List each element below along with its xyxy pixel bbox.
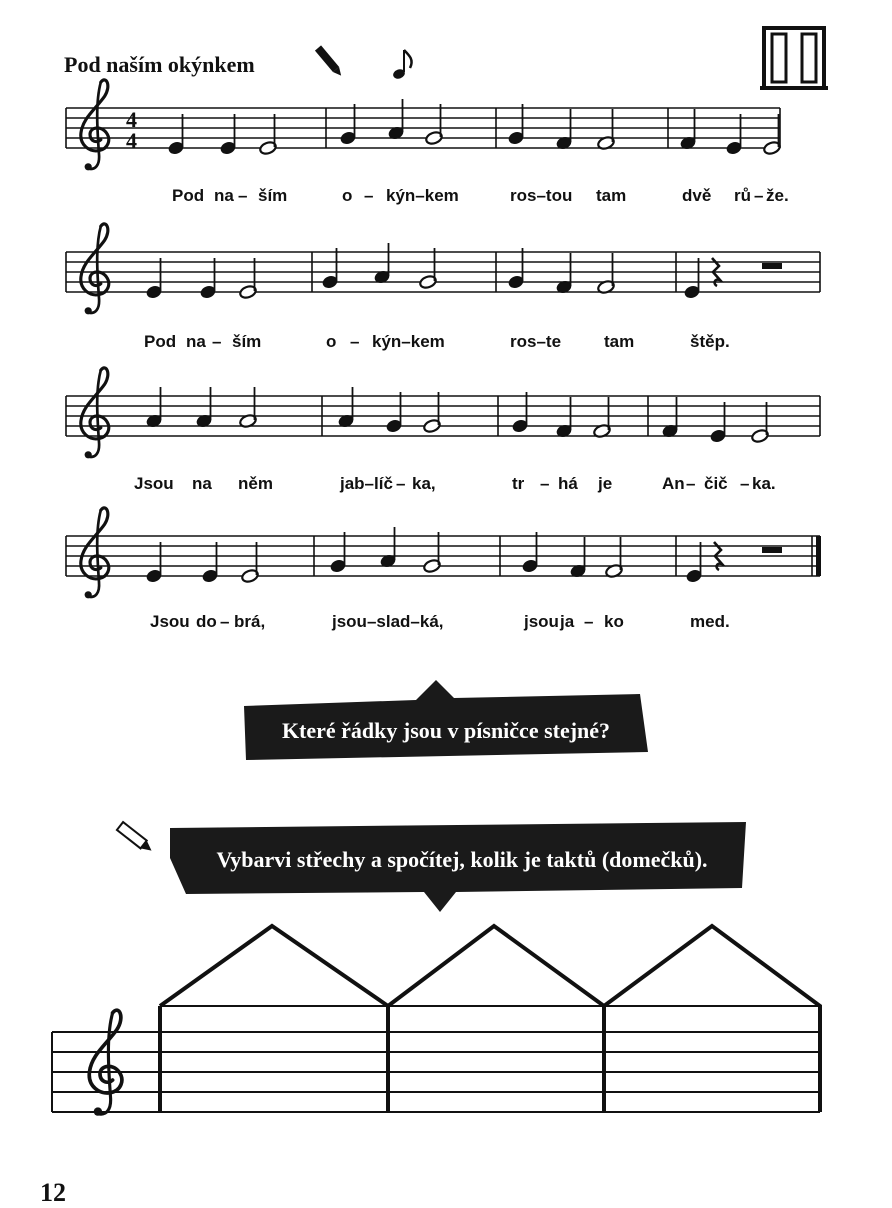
lyric-syllable: ja (560, 612, 575, 631)
lyric-syllable: ším (258, 186, 288, 205)
lyric-syllable: kýn–kem (386, 186, 459, 205)
lyric-syllable: na (186, 332, 206, 351)
staff-2 (66, 224, 820, 315)
lyric-syllable: Jsou (134, 474, 174, 493)
lyric-syllable: tam (596, 186, 627, 205)
lyric-syllable: jsou–slad–ká, (332, 612, 444, 631)
lyric-syllable: – (686, 474, 696, 493)
lyric-syllable: Pod (172, 186, 205, 205)
lyric-syllable: brá, (234, 612, 266, 631)
lyric-syllable: – (220, 612, 230, 631)
lyric-syllable: rů (734, 186, 751, 205)
lyric-syllable: – (350, 332, 360, 351)
lyric-syllable: – (396, 474, 406, 493)
lyric-syllable: há (558, 474, 578, 493)
lyric-syllable: ros–te (510, 332, 562, 351)
lyric-syllable: o (342, 186, 353, 205)
lyric-syllable: – (212, 332, 222, 351)
lyric-syllable: med. (690, 612, 730, 631)
time-signature: 4 (126, 128, 137, 153)
lyric-syllable: jsou (524, 612, 559, 631)
lyric-syllable: ka. (752, 474, 776, 493)
lyric-syllable: na (214, 186, 234, 205)
lyric-syllable: do (196, 612, 217, 631)
whole-rest (762, 263, 782, 269)
treble-clef-icon (81, 508, 109, 599)
staff-1 (66, 80, 781, 171)
lyric-syllable: kýn–kem (372, 332, 445, 351)
lyric-syllable: na (192, 474, 212, 493)
eighth-note-icon (392, 50, 412, 80)
page-number: 12 (40, 1178, 66, 1207)
lyric-syllable: tam (604, 332, 635, 351)
lyric-syllable: jab–líč (340, 474, 393, 493)
lyric-syllable: o (326, 332, 337, 351)
treble-clef-icon (81, 368, 109, 459)
staff-3 (66, 368, 820, 459)
lyric-syllable: ko (604, 612, 624, 631)
lyric-syllable: je (598, 474, 613, 493)
time-signature: 4 (126, 107, 137, 132)
lyric-syllable: že. (766, 186, 789, 205)
treble-clef-icon (81, 80, 109, 171)
lyric-syllable: – (364, 186, 374, 205)
lyric-syllable: Pod (144, 332, 177, 351)
house-roof-3 (604, 926, 820, 1112)
pencil-icon (117, 822, 155, 855)
song-title: Pod naším okýnkem (64, 52, 255, 77)
staff-4 (66, 508, 821, 599)
lyric-syllable: Jsou (150, 612, 190, 631)
lyric-syllable: – (540, 474, 550, 493)
lyric-syllable: něm (238, 474, 273, 493)
lyric-syllable: ka, (412, 474, 436, 493)
lyric-syllable: – (754, 186, 764, 205)
whole-rest (762, 547, 782, 553)
house-roof-2 (388, 926, 604, 1112)
question2-text: Vybarvi střechy a spočítej, kolik je taktů (domečků). (216, 847, 708, 872)
question1-text: Které řádky jsou v písničce stejné? (281, 718, 611, 743)
lyric-syllable: ros–tou (510, 186, 573, 205)
treble-clef-icon (81, 224, 109, 315)
lyric-syllable: – (740, 474, 750, 493)
window-icon (760, 28, 828, 88)
lyric-syllable: An (662, 474, 685, 493)
houses-staff (52, 926, 820, 1116)
lyric-syllable: dvě (682, 186, 712, 205)
lyric-syllable: čič (704, 474, 728, 493)
lyric-syllable: – (584, 612, 594, 631)
lyric-syllable: tr (512, 474, 525, 493)
lyric-syllable: – (238, 186, 248, 205)
house-roof-1 (160, 926, 388, 1112)
lyric-syllable: štěp. (690, 332, 730, 351)
pencil-icon (315, 45, 344, 78)
lyric-syllable: ším (232, 332, 262, 351)
